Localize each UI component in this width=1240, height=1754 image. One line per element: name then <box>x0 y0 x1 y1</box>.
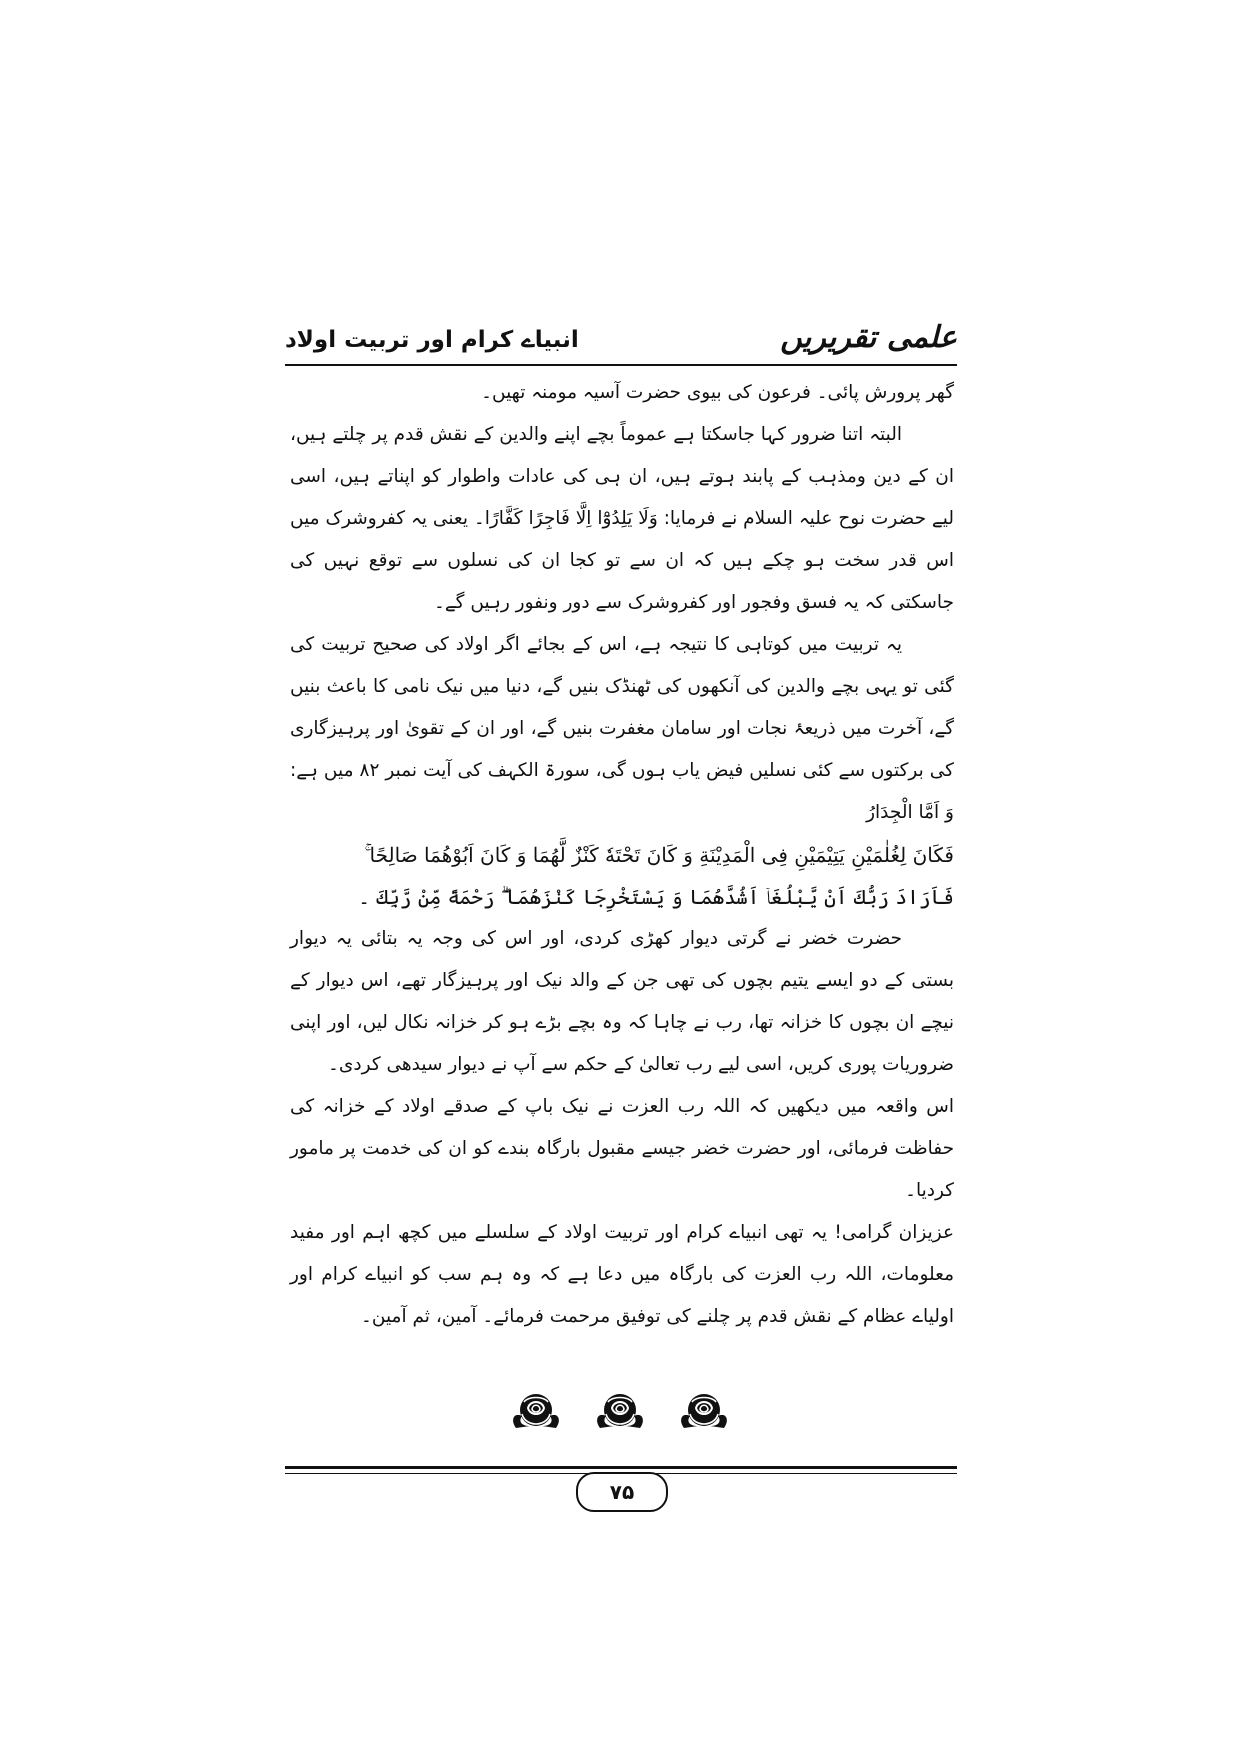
chapter-title: انبیاے کرام اور تربیت اولاد <box>285 327 579 353</box>
quran-verse-line-2: فَاَرَادَ رَبُّكَ اَنْ یَّبْلُغَاۤ اَشُدَّهُمَا وَ یَسْتَخْرِجَا كَنْزَهُمَا ۖۗ رَحْمَةً مِّنْ رَّبِّكَ ۔ <box>358 885 954 909</box>
paragraph-2: البتہ اتنا ضرور کہا جاسکتا ہے عموماً بچے اپنے والدین کے نقش قدم پر چلتے ہیں، ان کے دین ومذہب کے پابند ہوتے ہیں، ان ہی کی عادات واطوار کو اپناتے ہیں، اسی لیے حضرت نوح علیہ السلام نے فرمایا: وَلَا یَلِدُوْٓا اِلَّا فَاجِرًا كَفَّارًا۔ یعنی یہ کفروشرک میں اس قدر سخت ہو چکے ہیں کہ ان سے تو کجا ان کی نسلوں سے توقع نہیں کی جاسکتی کہ یہ فسق وفجور اور کفروشرک سے دور ونفور رہیں گے۔ <box>290 424 954 613</box>
paragraph-3: یہ تربیت میں کوتاہی کا نتیجہ ہے، اس کے بجائے اگر اولاد کی صحیح تربیت کی گئی تو یہی بچے والدین کی آنکھوں کی ٹھنڈک بنیں گے، دنیا میں نیک نامی کا باعث بنیں گے، آخرت میں ذریعۂ نجات اور سامان مغفرت بنیں گے، اور ان کے تقویٰ اور پرہیزگاری کی برکتوں سے کئی نسلیں فیض یاب ہوں گی، سورۃ الکہف کی آیت نمبر ۸۲ میں ہے: وَ اَمَّا الْجِدَارُ <box>290 634 954 823</box>
rose-icon <box>676 1390 732 1436</box>
running-header <box>285 318 957 366</box>
paragraph-6: عزیزان گرامی! یہ تھی انبیاے کرام اور تربیت اولاد کے سلسلے میں کچھ اہم اور مفید معلومات، اللہ رب العزت کی بارگاہ میں دعا ہے کہ وہ ہم سب کو انبیاے کرام اور اولیاے عظام کے نقش قدم پر چلنے کی توفیق مرحمت فرمائے۔ آمین، ثم آمین۔ <box>290 1222 954 1327</box>
page-number: ۷۵ <box>576 1472 668 1512</box>
book-title: علمی تقریریں <box>780 320 957 355</box>
body-text <box>290 372 954 1338</box>
paragraph-5: اس واقعہ میں دیکھیں کہ اللہ رب العزت نے نیک باپ کے صدقے اولاد کے خزانہ کی حفاظت فرمائی، اور حضرت خضر جیسے مقبول بارگاہ بندے کو ان کی خدمت پر مامور کردیا۔ <box>290 1096 954 1201</box>
rose-icon <box>592 1390 648 1436</box>
footer-rule <box>285 1466 957 1469</box>
quran-verse-line-1: فَكَانَ لِغُلٰمَیْنِ یَتِیْمَیْنِ فِی الْمَدِیْنَةِ وَ كَانَ تَحْتَهٗ كَنْزٌ لَّهُمَا وَ كَانَ اَبُوْهُمَا صَالِحًا ۚ <box>364 843 954 867</box>
header-rule <box>285 364 957 366</box>
paragraph-4: حضرت خضر نے گرتی دیوار کھڑی کردی، اور اس کی وجہ یہ بتائی یہ دیوار بستی کے دو ایسے یتیم بچوں کی تھی جن کے والد نیک اور پرہیزگار تھے، اس دیوار کے نیچے ان بچوں کا خزانہ تھا، رب نے چاہا کہ وہ بچے بڑے ہو کر خزانہ نکال لیں، اور اپنی ضروریات پوری کریں، اسی لیے رب تعالیٰ کے حکم سے آپ نے دیوار سیدھی کردی۔ <box>290 928 954 1075</box>
paragraph-1: گھر پرورش پائی۔ فرعون کی بیوی حضرت آسیہ مومنہ تھیں۔ <box>481 382 954 403</box>
rose-icon <box>508 1390 564 1436</box>
ornament-row <box>0 1390 1240 1450</box>
